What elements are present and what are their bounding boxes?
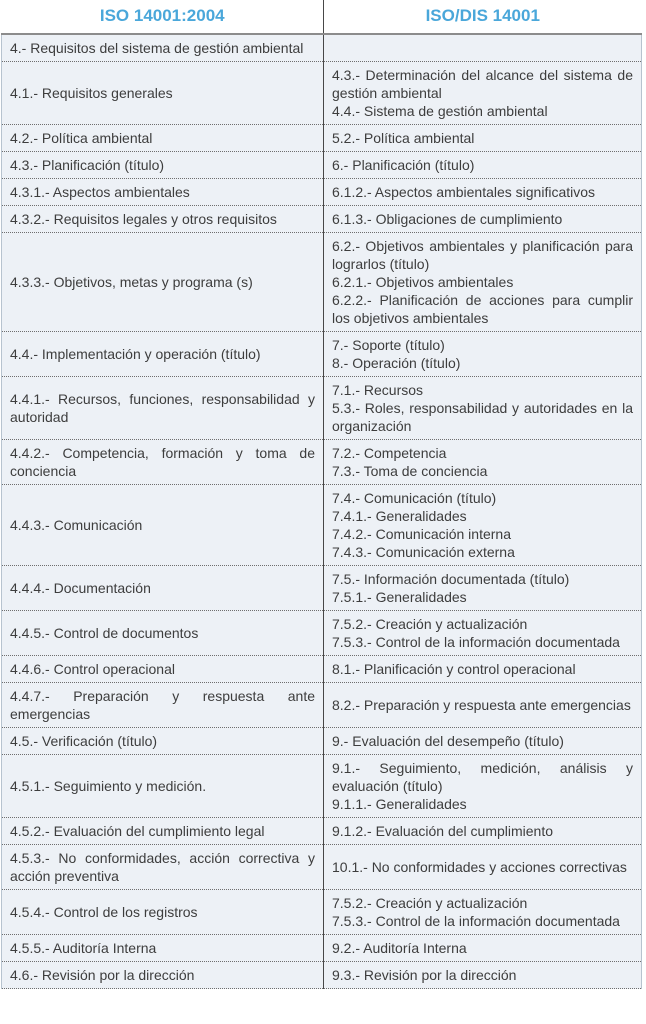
cell-iso-14001-2004 <box>2 890 324 935</box>
cell-entry: 7.2.- Competencia <box>332 445 447 461</box>
table-body <box>2 34 642 989</box>
table-row <box>2 34 642 62</box>
cell-iso-dis-14001 <box>324 179 642 206</box>
table-row <box>2 656 642 683</box>
cell-entry: 10.1.- No conformidades y acciones correctivas <box>332 859 627 875</box>
cell-iso-dis-14001 <box>324 566 642 611</box>
cell-entry: 7.3.- Toma de conciencia <box>332 463 488 479</box>
cell-iso-dis-14001 <box>324 818 642 845</box>
cell-entry: 8.2.- Preparación y respuesta ante emergencias <box>332 697 631 713</box>
cell-entry: 4.4.5.- Control de documentos <box>10 625 199 641</box>
cell-entry: 4.4.1.- Recursos, funciones, responsabilidad y autoridad <box>10 391 315 425</box>
cell-iso-dis-14001 <box>324 332 642 377</box>
cell-iso-14001-2004 <box>2 62 324 125</box>
cell-entry: 4.5.4.- Control de los registros <box>10 904 198 920</box>
table-header <box>2 0 642 34</box>
table-row <box>2 935 642 962</box>
cell-entry: 6.- Planificación (título) <box>332 157 475 173</box>
cell-entry: 4.4.- Sistema de gestión ambiental <box>332 103 548 119</box>
cell-iso-dis-14001 <box>324 962 642 989</box>
table-row <box>2 152 642 179</box>
cell-iso-dis-14001 <box>324 656 642 683</box>
cell-iso-14001-2004 <box>2 485 324 566</box>
cell-entry: 4.4.- Implementación y operación (título) <box>10 346 261 362</box>
cell-entry: 5.2.- Política ambiental <box>332 130 475 146</box>
table-row <box>2 440 642 485</box>
cell-iso-14001-2004 <box>2 152 324 179</box>
cell-entry: 6.1.2.- Aspectos ambientales significativos <box>332 184 596 200</box>
cell-iso-14001-2004 <box>2 125 324 152</box>
table-row <box>2 818 642 845</box>
cell-entry: 6.2.1.- Objetivos ambientales <box>332 274 514 290</box>
table-row <box>2 728 642 755</box>
cell-entry: 4.3.3.- Objetivos, metas y programa (s) <box>10 274 253 290</box>
cell-iso-14001-2004 <box>2 935 324 962</box>
cell-entry: 9.3.- Revisión por la dirección <box>332 967 517 983</box>
cell-iso-14001-2004 <box>2 233 324 332</box>
cell-iso-14001-2004 <box>2 656 324 683</box>
table-row <box>2 890 642 935</box>
comparison-table <box>1 0 642 989</box>
cell-entry: 4.4.4.- Documentación <box>10 580 151 596</box>
cell-iso-dis-14001 <box>324 440 642 485</box>
header-row <box>2 0 642 34</box>
cell-entry: 8.1.- Planificación y control operacional <box>332 661 576 677</box>
cell-entry: 4.4.6.- Control operacional <box>10 661 175 677</box>
cell-iso-14001-2004 <box>2 34 324 62</box>
column-header-iso-14001-2004: ISO 14001:2004 <box>2 0 324 34</box>
table-row <box>2 566 642 611</box>
cell-entry: 4.5.3.- No conformidades, acción correctiva y acción preventiva <box>10 850 315 884</box>
table-row <box>2 206 642 233</box>
cell-iso-dis-14001 <box>324 377 642 440</box>
cell-iso-14001-2004 <box>2 206 324 233</box>
table-row <box>2 377 642 440</box>
cell-entry: 4.4.3.- Comunicación <box>10 517 143 533</box>
cell-iso-14001-2004 <box>2 728 324 755</box>
cell-entry: 7.- Soporte (título) <box>332 337 445 353</box>
cell-iso-14001-2004 <box>2 377 324 440</box>
cell-entry: 4.3.2.- Requisitos legales y otros requisitos <box>10 211 277 227</box>
cell-iso-dis-14001 <box>324 845 642 890</box>
cell-iso-14001-2004 <box>2 566 324 611</box>
cell-entry: 6.2.- Objetivos ambientales y planificación para lograrlos (título) <box>332 238 633 272</box>
cell-entry: 7.4.3.- Comunicación externa <box>332 544 515 560</box>
table-row <box>2 332 642 377</box>
column-header-iso-dis-14001: ISO/DIS 14001 <box>324 0 642 34</box>
table-row <box>2 755 642 818</box>
cell-iso-dis-14001 <box>324 233 642 332</box>
cell-iso-14001-2004 <box>2 962 324 989</box>
cell-iso-dis-14001 <box>324 611 642 656</box>
cell-entry: 9.1.2.- Evaluación del cumplimiento <box>332 823 554 839</box>
cell-entry: 7.5.- Información documentada (título) <box>332 571 570 587</box>
cell-iso-dis-14001 <box>324 125 642 152</box>
cell-entry: 4.- Requisitos del sistema de gestión ambiental <box>10 40 304 56</box>
cell-iso-14001-2004 <box>2 845 324 890</box>
cell-entry: 8.- Operación (título) <box>332 355 461 371</box>
table-row <box>2 962 642 989</box>
cell-entry: 4.3.- Planificación (título) <box>10 157 165 173</box>
table-row <box>2 683 642 728</box>
cell-entry: 6.1.3.- Obligaciones de cumplimiento <box>332 211 563 227</box>
cell-entry: 7.4.- Comunicación (título) <box>332 490 497 506</box>
cell-entry: 4.6.- Revisión por la dirección <box>10 967 195 983</box>
table-row <box>2 611 642 656</box>
cell-entry: 7.1.- Recursos <box>332 382 424 398</box>
cell-iso-dis-14001 <box>324 485 642 566</box>
cell-iso-dis-14001 <box>324 683 642 728</box>
cell-entry: 4.2.- Política ambiental <box>10 130 153 146</box>
cell-entry: 7.4.1.- Generalidades <box>332 508 467 524</box>
cell-entry: 7.5.1.- Generalidades <box>332 589 467 605</box>
table-row <box>2 485 642 566</box>
cell-entry: 4.5.2.- Evaluación del cumplimiento legal <box>10 823 265 839</box>
cell-entry: 7.5.2.- Creación y actualización <box>332 616 528 632</box>
cell-iso-14001-2004 <box>2 683 324 728</box>
cell-iso-dis-14001 <box>324 728 642 755</box>
cell-iso-14001-2004 <box>2 179 324 206</box>
cell-entry: 9.1.1.- Generalidades <box>332 796 467 812</box>
cell-iso-dis-14001 <box>324 152 642 179</box>
cell-iso-14001-2004 <box>2 818 324 845</box>
cell-entry: 5.3.- Roles, responsabilidad y autoridades en la organización <box>332 400 633 434</box>
cell-entry: 7.5.2.- Creación y actualización <box>332 895 528 911</box>
cell-iso-14001-2004 <box>2 332 324 377</box>
cell-iso-dis-14001 <box>324 935 642 962</box>
cell-iso-dis-14001 <box>324 755 642 818</box>
cell-entry: 9.- Evaluación del desempeño (título) <box>332 733 564 749</box>
cell-entry: 7.5.3.- Control de la información documentada <box>332 634 620 650</box>
cell-iso-14001-2004 <box>2 611 324 656</box>
table-row <box>2 845 642 890</box>
cell-entry: 4.5.- Verificación (título) <box>10 733 158 749</box>
cell-entry: 9.1.- Seguimiento, medición, análisis y evaluación (título) <box>332 760 633 794</box>
cell-entry: 4.3.1.- Aspectos ambientales <box>10 184 190 200</box>
table-row <box>2 62 642 125</box>
cell-entry: 6.2.2.- Planificación de acciones para cumplir los objetivos ambientales <box>332 292 633 326</box>
cell-entry: 7.4.2.- Comunicación interna <box>332 526 511 542</box>
cell-entry: 4.4.2.- Competencia, formación y toma de conciencia <box>10 445 315 479</box>
cell-iso-dis-14001 <box>324 206 642 233</box>
cell-iso-14001-2004 <box>2 755 324 818</box>
cell-entry: 9.2.- Auditoría Interna <box>332 940 467 956</box>
cell-entry: 4.5.1.- Seguimiento y medición. <box>10 778 207 794</box>
cell-entry: 7.5.3.- Control de la información documentada <box>332 913 620 929</box>
table-row <box>2 125 642 152</box>
cell-iso-dis-14001 <box>324 62 642 125</box>
cell-iso-dis-14001 <box>324 890 642 935</box>
cell-iso-dis-14001 <box>324 34 642 62</box>
cell-iso-14001-2004 <box>2 440 324 485</box>
table-row <box>2 179 642 206</box>
cell-entry: 4.5.5.- Auditoría Interna <box>10 940 157 956</box>
table-row <box>2 233 642 332</box>
cell-entry: 4.4.7.- Preparación y respuesta ante emergencias <box>10 688 315 722</box>
cell-entry: 4.1.- Requisitos generales <box>10 85 173 101</box>
cell-entry: 4.3.- Determinación del alcance del sistema de gestión ambiental <box>332 67 633 101</box>
